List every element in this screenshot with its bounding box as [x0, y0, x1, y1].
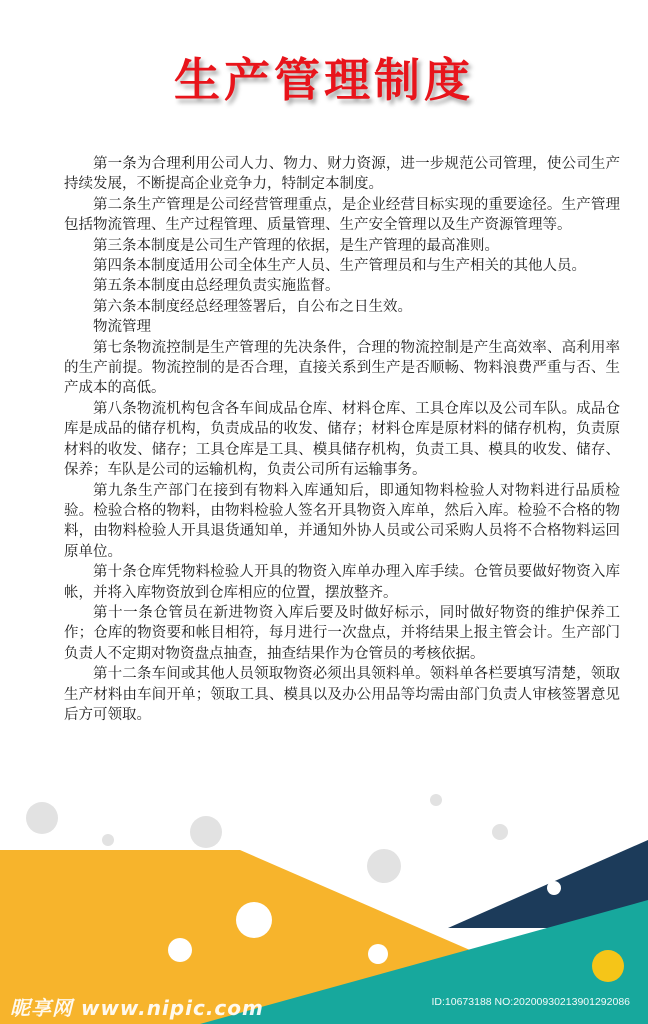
decor-dot: [492, 824, 508, 840]
decor-dot: [368, 944, 388, 964]
decor-dot: [367, 849, 401, 883]
regulation-body: [64, 154, 620, 725]
paragraph: 第十二条车间或其他人员领取物资必须出具领料单。领料单各栏要填写清楚，领取生产材料由车间开单；领取工具、模具以及办公用品等均需由部门负责人审核签署意见后方可领取。: [64, 666, 620, 723]
decor-dot: [547, 881, 561, 895]
decor-dot: [102, 834, 114, 846]
paragraph: 第六条本制度经总经理签署后，自公布之日生效。: [93, 298, 412, 315]
paragraph: 第二条生产管理是公司经营管理重点，是企业经营目标实现的重要途径。生产管理包括物流管理、生产过程管理、质量管理、生产安全管理以及生产资源管理等。: [64, 196, 620, 234]
section-heading: 物流管理: [93, 319, 151, 336]
page-title: 生产管理制度: [174, 53, 474, 107]
paragraph: 第十一条仓管员在新进物资入库后要及时做好标示，同时做好物资的维护保养工作；仓库的物资要和帐目相符，每月进行一次盘点，并将结果上报主管会计。生产部门负责人不定期对物资盘点抽查，抽查结果作为仓管员的考核依据。: [64, 604, 620, 662]
paragraph: 第八条物流机构包含各车间成品仓库、材料仓库、工具仓库以及公司车队。成品仓库是成品的储存机构，负责成品的收发、储存；材料仓库是原材料的储存机构，负责原材料的收发、储存；工具仓库是工具、模具储存机构，负责工具、模具的收发、储存、保养；车队是公司的运输机构，负责公司所有运输事务。: [64, 400, 620, 479]
decor-dot: [26, 802, 58, 834]
paragraph: 第五条本制度由总经理负责实施监督。: [93, 278, 340, 295]
paragraph: 第十条仓库凭物料检验人开具的物资入库单办理入库手续。仓管员要做好物资入库帐，并将入库物资放到仓库相应的位置，摆放整齐。: [64, 564, 620, 601]
decor-dot: [190, 816, 222, 848]
decor-dot: [592, 950, 624, 982]
decor-dot: [236, 902, 272, 938]
paragraph: 第九条生产部门在接到有物料入库通知后，即通知物料检验人对物料进行品质检验。检验合格的物料，由物料检验人签名开具物资入库单，然后入库。检验不合格的物料，由物料检验人开具退货通知单，并通知外协人员或公司采购人员将不合格物料运回原单位。: [64, 482, 620, 560]
watermark-logo: 昵享网 www.nipic.com: [10, 996, 264, 1020]
paragraph: 第七条物流控制是生产管理的先决条件，合理的物流控制是产生高效率、高利用率的生产前提。物流控制的是否合理，直接关系到生产是否顺畅、物料浪费严重与否、生产成本的高低。: [64, 339, 620, 397]
paragraph: 第三条本制度是公司生产管理的依据，是生产管理的最高准则。: [93, 237, 499, 254]
decor-dot: [430, 794, 442, 806]
watermark-id: ID:10673188 NO:20200930213901292086: [431, 996, 630, 1008]
decor-dot: [168, 938, 192, 962]
paragraph: 第一条为合理利用公司人力、物力、财力资源，进一步规范公司管理，使公司生产持续发展，不断提高企业竞争力，特制定本制度。: [64, 156, 620, 193]
paragraph: 第四条本制度适用公司全体生产人员、生产管理员和与生产相关的其他人员。: [93, 258, 586, 275]
decorative-footer: [0, 780, 648, 1024]
